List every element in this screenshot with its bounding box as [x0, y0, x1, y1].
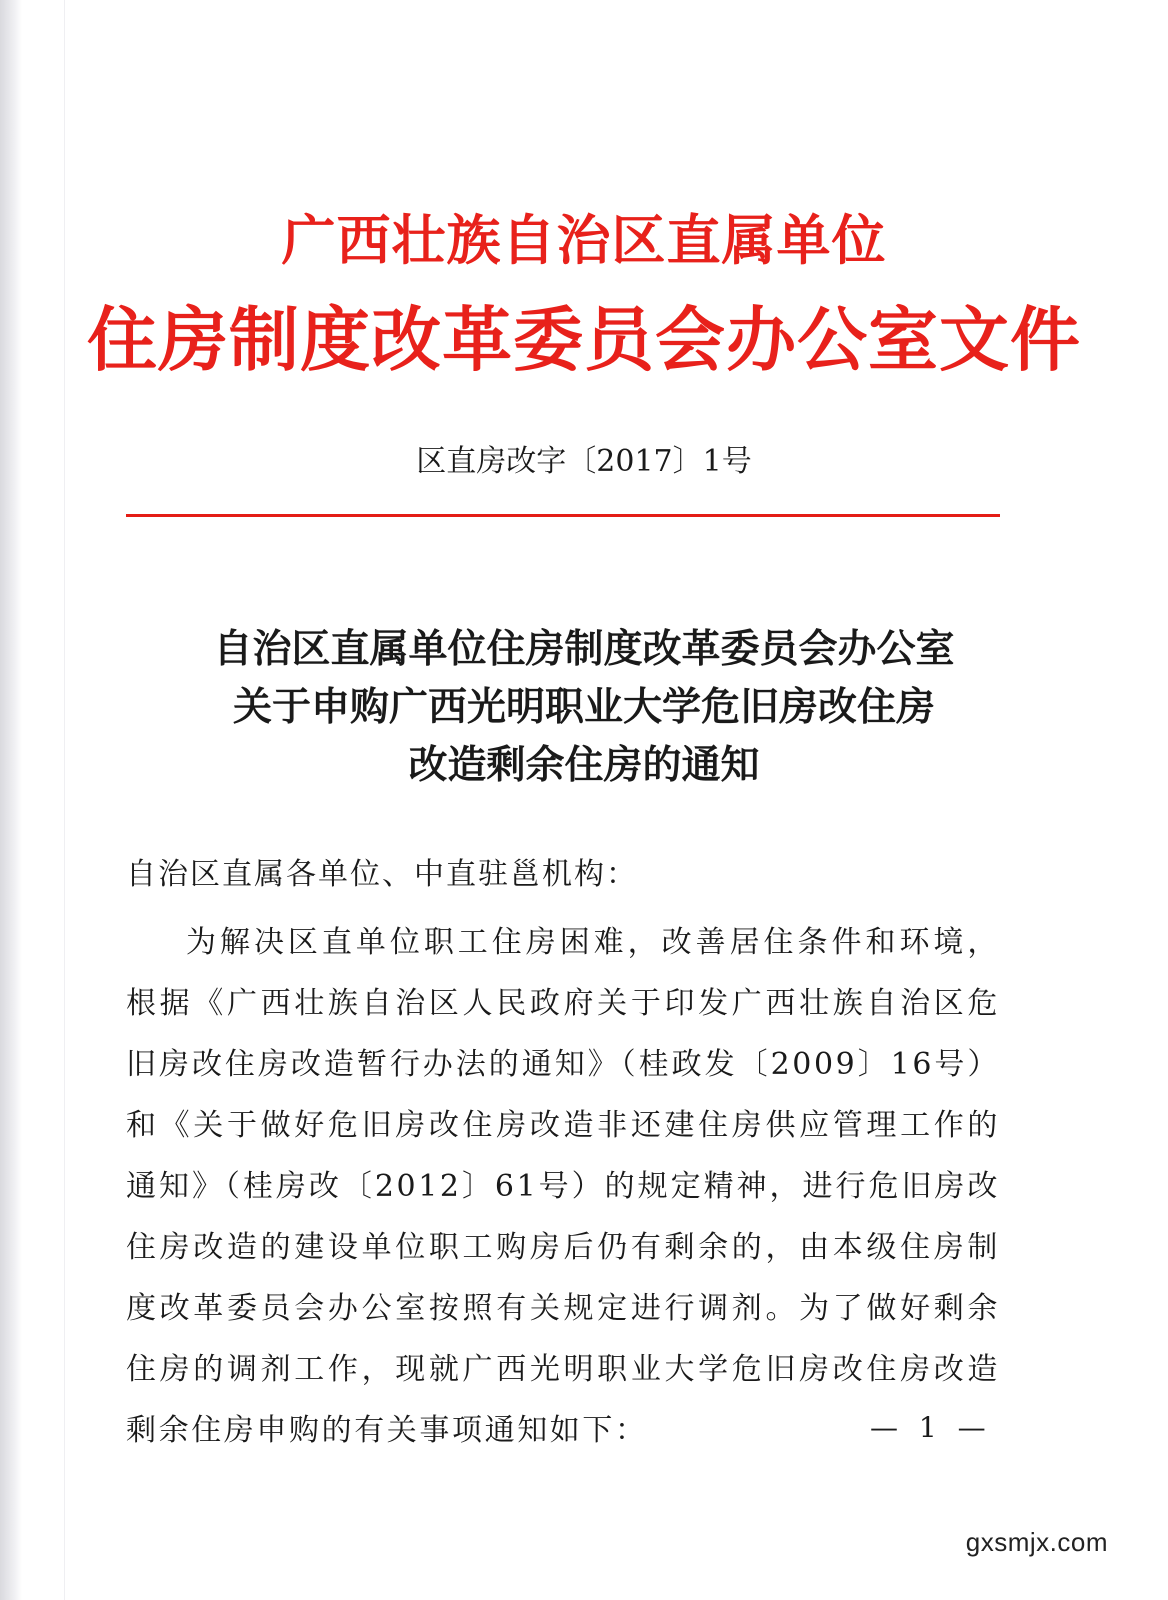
site-watermark: gxsmjx.com — [965, 1527, 1108, 1557]
salutation: 自治区直属各单位、中直驻邕机构： — [126, 857, 638, 892]
page-number: — 1 — — [870, 1411, 992, 1444]
document-number: 区直房改字〔2017〕1号 — [416, 444, 752, 479]
red-separator-rule — [126, 514, 1000, 517]
document-title — [0, 620, 1168, 794]
title-line-3: 改造剩余住房的通知 — [408, 742, 760, 788]
title-line-1: 自治区直属单位住房制度改革委员会办公室 — [213, 626, 955, 672]
title-line-2: 关于申购广西光明职业大学危旧房改住房 — [232, 684, 935, 730]
issuer-header-line-1: 广西壮族自治区直属单位 — [281, 208, 887, 272]
body-paragraph: 为解决区直单位职工住房困难，改善居住条件和环境，根据《广西壮族自治区人民政府关于印发广西壮族自治区危旧房改住房改造暂行办法的通知》（桂政发〔2009〕16号）和《关于做好危旧房改住房改造非还建住房供应管理工作的通知》（桂房改〔2012〕61号）的规定精神，进行危旧房改住房改造的建设单位职工购房后仍有剩余的，由本级住房制度改革委员会办公室按照有关规定进行调剂。为了做好剩余住房的调剂工作，现就广西光明职业大学危旧房改住房改造剩余住房申购的有关事项通知如下： — [126, 925, 1000, 1448]
issuer-header-line-2: 住房制度改革委员会办公室文件 — [87, 298, 1081, 381]
